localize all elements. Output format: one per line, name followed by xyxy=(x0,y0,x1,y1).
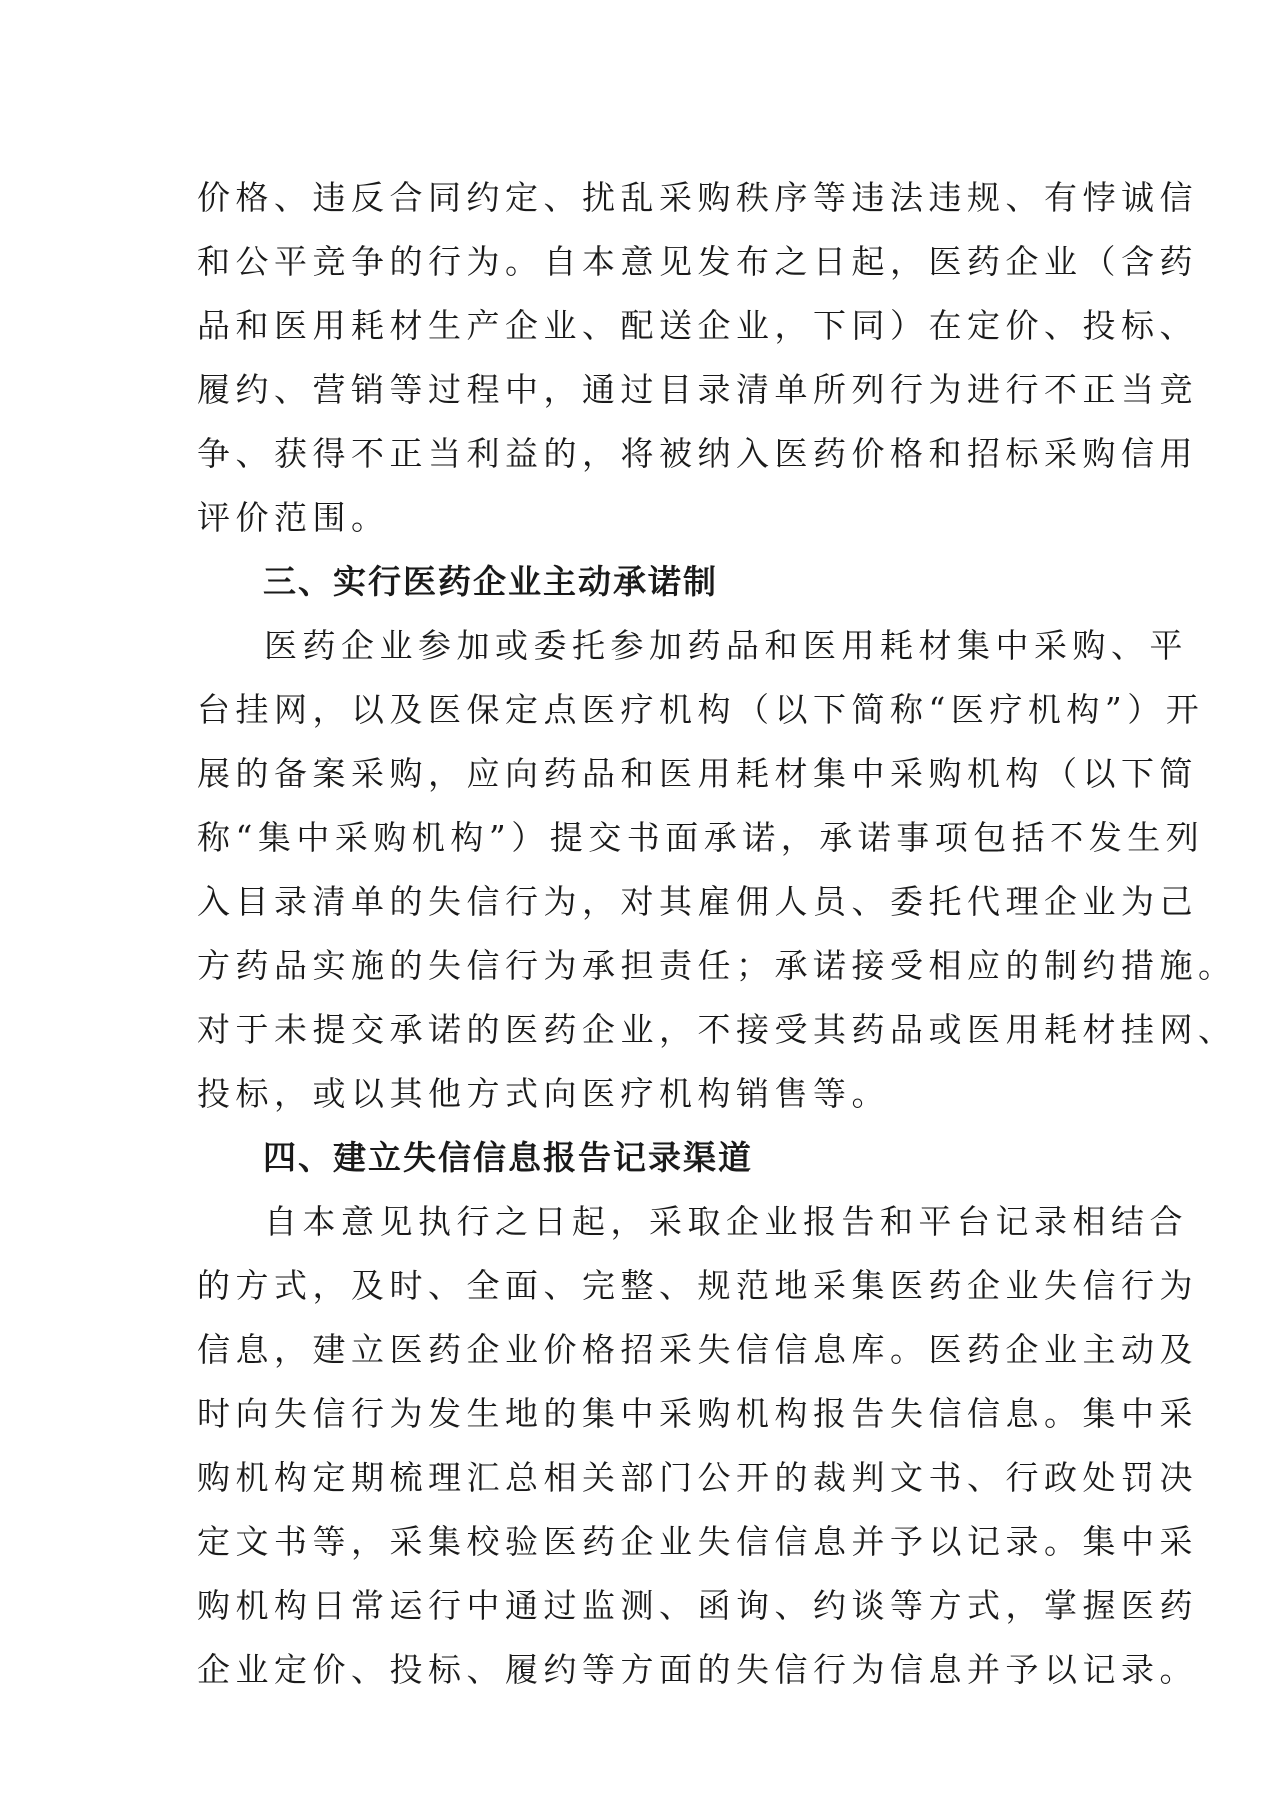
paragraph-line: 方药品实施的失信行为承担责任；承诺接受相应的制约措施。 xyxy=(197,946,1237,985)
paragraph-line: 和公平竞争的行为。自本意见发布之日起，医药企业（含药 xyxy=(197,242,1198,281)
section-3-heading: 三、实行医药企业主动承诺制 xyxy=(263,562,718,601)
paragraph-line: 医药企业参加或委托参加药品和医用耗材集中采购、平 xyxy=(264,626,1188,665)
paragraph-line: 评价范围。 xyxy=(197,498,390,537)
paragraph-line: 对于未提交承诺的医药企业，不接受其药品或医用耗材挂网、 xyxy=(197,1010,1237,1049)
paragraph-line: 时向失信行为发生地的集中采购机构报告失信信息。集中采 xyxy=(197,1394,1198,1433)
paragraph-line: 企业定价、投标、履约等方面的失信行为信息并予以记录。 xyxy=(197,1650,1198,1689)
paragraph-line: 争、获得不正当利益的，将被纳入医药价格和招标采购信用 xyxy=(197,434,1198,473)
paragraph-line: 自本意见执行之日起，采取企业报告和平台记录相结合 xyxy=(264,1202,1188,1241)
paragraph-line: 称“集中采购机构”）提交书面承诺，承诺事项包括不发生列 xyxy=(197,818,1205,857)
section-4-heading: 四、建立失信信息报告记录渠道 xyxy=(263,1138,753,1177)
paragraph-line: 购机构定期梳理汇总相关部门公开的裁判文书、行政处罚决 xyxy=(197,1458,1198,1497)
document-body xyxy=(197,166,1237,1702)
paragraph-line: 价格、违反合同约定、扰乱采购秩序等违法违规、有悖诚信 xyxy=(197,178,1198,217)
paragraph-line: 履约、营销等过程中，通过目录清单所列行为进行不正当竞 xyxy=(197,370,1198,409)
paragraph-line: 品和医用耗材生产企业、配送企业，下同）在定价、投标、 xyxy=(197,306,1198,345)
paragraph-line: 展的备案采购，应向药品和医用耗材集中采购机构（以下简 xyxy=(197,754,1198,793)
paragraph-line: 台挂网，以及医保定点医疗机构（以下简称“医疗机构”）开 xyxy=(197,690,1205,729)
paragraph-line: 的方式，及时、全面、完整、规范地采集医药企业失信行为 xyxy=(197,1266,1198,1305)
paragraph-line: 定文书等，采集校验医药企业失信信息并予以记录。集中采 xyxy=(197,1522,1198,1561)
paragraph-line: 入目录清单的失信行为，对其雇佣人员、委托代理企业为己 xyxy=(197,882,1198,921)
paragraph-line: 投标，或以其他方式向医疗机构销售等。 xyxy=(197,1074,890,1113)
paragraph-line: 购机构日常运行中通过监测、函询、约谈等方式，掌握医药 xyxy=(197,1586,1198,1625)
paragraph-line: 信息，建立医药企业价格招采失信信息库。医药企业主动及 xyxy=(197,1330,1198,1369)
